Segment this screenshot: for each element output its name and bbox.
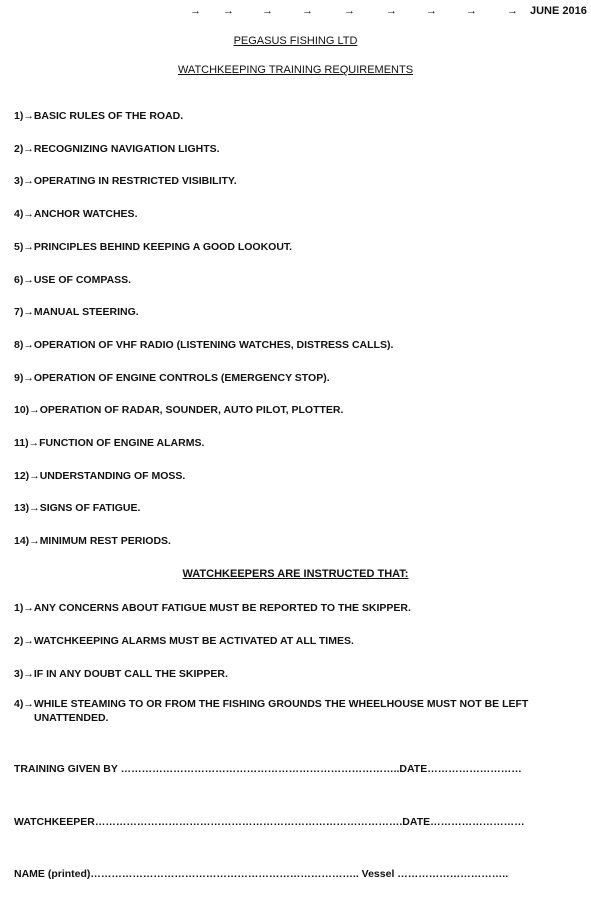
item-text: BASIC RULES OF THE ROAD. [33,110,184,122]
item-text: OPERATION OF VHF RADIO (LISTENING WATCHES, DISTRESS CALLS). [33,339,394,351]
instruction-continuation: UNATTENDED. [34,712,109,724]
item-text: UNDERSTANDING OF MOSS. [39,470,186,482]
requirement-item [14,173,237,189]
arrow-glyph: → [344,5,355,17]
item-number: 8) [14,339,24,351]
requirement-item [14,468,185,484]
arrow-icon: → [23,274,34,286]
item-number: 4) [14,698,24,710]
arrow-glyph: → [466,5,477,17]
item-number: 2) [14,143,24,155]
item-text: MANUAL STEERING. [33,306,139,318]
item-text: RECOGNIZING NAVIGATION LIGHTS. [33,143,220,155]
requirement-item [14,533,171,549]
item-number: 13) [14,502,30,514]
item-number: 9) [14,372,24,384]
arrow-glyph: → [262,5,273,17]
item-text: IF IN ANY DOUBT CALL THE SKIPPER. [33,668,228,680]
arrow-icon: → [29,404,40,416]
arrow-icon: → [23,306,34,318]
item-number: 1) [14,110,24,122]
instruction-item [14,666,228,682]
item-text: USE OF COMPASS. [33,274,132,286]
item-number: 4) [14,208,24,220]
item-number: 1) [14,602,24,614]
arrow-icon: → [23,339,34,351]
arrow-icon: → [23,175,34,187]
name-printed-line: NAME (printed)………………………………………………………………….. Vessel ………………………….. [14,868,509,880]
arrow-glyph: → [386,5,397,17]
arrow-icon: → [29,502,40,514]
item-number: 14) [14,535,30,547]
arrow-icon: → [23,698,34,710]
requirement-item [14,500,140,516]
item-text: PRINCIPLES BEHIND KEEPING A GOOD LOOKOUT. [33,241,293,253]
arrow-icon: → [23,668,34,680]
arrow-icon: → [23,241,34,253]
arrow-icon: → [23,143,34,155]
item-number: 2) [14,635,24,647]
item-number: 10) [14,404,30,416]
arrow-icon: → [23,635,34,647]
item-text: OPERATION OF ENGINE CONTROLS (EMERGENCY STOP). [33,372,330,384]
arrow-glyph: → [190,5,201,17]
arrow-icon: → [23,372,34,384]
item-text: MINIMUM REST PERIODS. [39,535,171,547]
instruction-item [14,633,354,649]
arrow-icon: → [29,535,40,547]
requirement-item [14,141,220,157]
item-number: 5) [14,241,24,253]
item-text: ANCHOR WATCHES. [33,208,138,220]
requirement-item [14,108,183,124]
document-date: JUNE 2016 [530,5,587,17]
arrow-icon: → [23,602,34,614]
item-text: WHILE STEAMING TO OR FROM THE FISHING GROUNDS THE WHEELHOUSE MUST NOT BE LEFT [33,698,529,710]
instruction-item [14,696,528,712]
requirement-item [14,370,330,386]
instructions-heading: WATCHKEEPERS ARE INSTRUCTED THAT: [182,568,409,580]
item-text: WATCHKEEPING ALARMS MUST BE ACTIVATED AT ALL TIMES. [33,635,354,647]
item-text: FUNCTION OF ENGINE ALARMS. [39,437,205,449]
requirement-item [14,435,204,451]
arrow-glyph: → [426,5,437,17]
arrow-icon: → [28,437,40,449]
arrow-glyph: → [223,5,234,17]
requirement-item [14,206,137,222]
item-number: 6) [14,274,24,286]
requirement-item [14,272,131,288]
watchkeeper-line: WATCHKEEPER…………………………………………………………………………….DATE……………………… [14,816,525,828]
item-number: 11) [14,437,29,449]
item-text: OPERATION OF RADAR, SOUNDER, AUTO PILOT, PLOTTER. [39,404,344,416]
arrow-icon: → [29,470,40,482]
requirement-item [14,402,343,418]
item-number: 7) [14,306,24,318]
arrow-icon: → [23,110,34,122]
document-title: WATCHKEEPING TRAINING REQUIREMENTS [177,64,414,76]
arrow-glyph: → [507,5,518,17]
company-name: PEGASUS FISHING LTD [233,35,358,47]
requirement-item [14,337,393,353]
arrow-glyph: → [302,5,313,17]
training-given-by-line: TRAINING GIVEN BY ……………………………………………………………………..DATE……………………… [14,763,522,775]
item-text: ANY CONCERNS ABOUT FATIGUE MUST BE REPORTED TO THE SKIPPER. [33,602,411,614]
item-number: 12) [14,470,30,482]
item-number: 3) [14,175,24,187]
arrow-icon: → [23,208,34,220]
item-number: 3) [14,668,24,680]
instruction-item [14,600,411,616]
item-text: SIGNS OF FATIGUE. [39,502,141,514]
item-text: OPERATING IN RESTRICTED VISIBILITY. [33,175,237,187]
requirement-item [14,304,139,320]
requirement-item [14,239,292,255]
